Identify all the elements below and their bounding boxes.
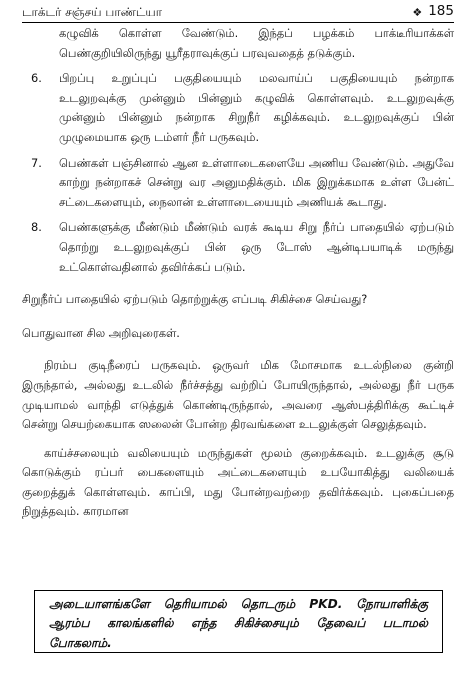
list-item [22,218,454,277]
page-body [22,24,454,522]
list-item-number: 8. [31,220,42,235]
body-paragraph: காய்ச்சலையும் வலியையும் மருந்துகள் மூலம் குறைக்கவும். உடலுக்கு சூடு கொடுக்கும் ரப்பர் பைகளையும் அட்டைகளையும் உபயோகித்து வலியைக் குறைத்துக் கொள்ளவும். காப்பி, மது போன்றவற்றை தவிர்க்கவும். புகைப்பதை நிறுத்தவும். காரமான [22,445,454,519]
numbered-list [22,69,454,277]
list-item-text: பிறப்பு உறுப்புப் பகுதியையும் மலவாய்ப் பகுதியையும் நன்றாக உடலுறவுக்கு முன்னும் பின்னும் கழுவிக் கொள்ளவும். உடலுறவுக்கு முன்னும் பின்னும் நன்றாக சிறுநீர் கழிக்கவும். உடலுறவுக்குப் பின் முழுமையாக ஒரு டம்ளர் நீர் பருகவும். [59,71,454,144]
header-rule [22,22,454,23]
page-header [22,1,454,23]
boxed-note [34,590,443,653]
list-item-text: பெண்கள் பஞ்சினால் ஆன உள்ளாடைகளையே அணிய வேண்டும். அதுவே காற்று நன்றாகச் சென்று வர அனுமதிக்கும். மிக இறுக்கமாக உள்ள பேன்ட் சட்டைகளையும், நைலான் உள்ளாடையையும் அணியக் கூடாது. [59,155,454,209]
boxed-note-text: அடையாளங்களே தெரியாமல் தொடரும் PKD. நோயாளிக்கு ஆரம்ப காலங்களில் எந்த சிகிச்சையும் தேவைப் படாமல் போகலாம். [49,597,428,650]
list-continuation-text: கழுவிக் கொள்ள வேண்டும். இந்தப் பழக்கம் பாக்டீரியாக்கள் பெண்குறியிலிருந்து யூரீதராவுக்குப் பரவுவதைத் தடுக்கும். [59,26,454,60]
list-item [22,69,454,147]
section-subheading: பொதுவான சில அறிவுரைகள். [22,325,180,340]
diamond-ornament-icon: ❖ [412,5,423,19]
list-item [22,154,454,213]
page-number-group [412,5,454,19]
running-head-author: டாக்டர் சஞ்சய் பாண்ட்யா [22,5,162,19]
section-question: சிறுநீர்ப் பாதையில் ஏற்படும் தொற்றுக்கு எப்படி சிகிச்சை செய்வது? [22,292,368,307]
page-number: 185 [428,3,454,20]
list-item-number: 6. [31,71,42,86]
body-paragraph: நிரம்ப குடிநீரைப் பருகவும். ஒருவர் மிக மோசமாக உடல்நிலை குன்றி இருந்தால், அல்லது உடலில் நீர்ச்சத்து வற்றிப் போயிருந்தால், அல்லது நீர் பருக முடியாமல் வாந்தி எடுத்துக் கொண்டிருந்தால், அவரை ஆஸ்பத்திரிக்கு கூட்டிச் சென்று செயற்கையாக ஸலைன் போன்ற திரவங்களை உடலுக்குள் செலுத்தவும். [22,358,454,432]
list-item-number: 7. [31,155,42,170]
list-item-text: பெண்களுக்கு மீண்டும் மீண்டும் வரக் கூடிய சிறு நீர்ப் பாதையில் ஏற்படும் தொற்று உடலுறவுக்குப் பின் ஒரு டோஸ் ஆன்டிபயாடிக் மருந்து உட்கொள்வதினால் தவிர்க்கப் படும். [59,220,454,274]
